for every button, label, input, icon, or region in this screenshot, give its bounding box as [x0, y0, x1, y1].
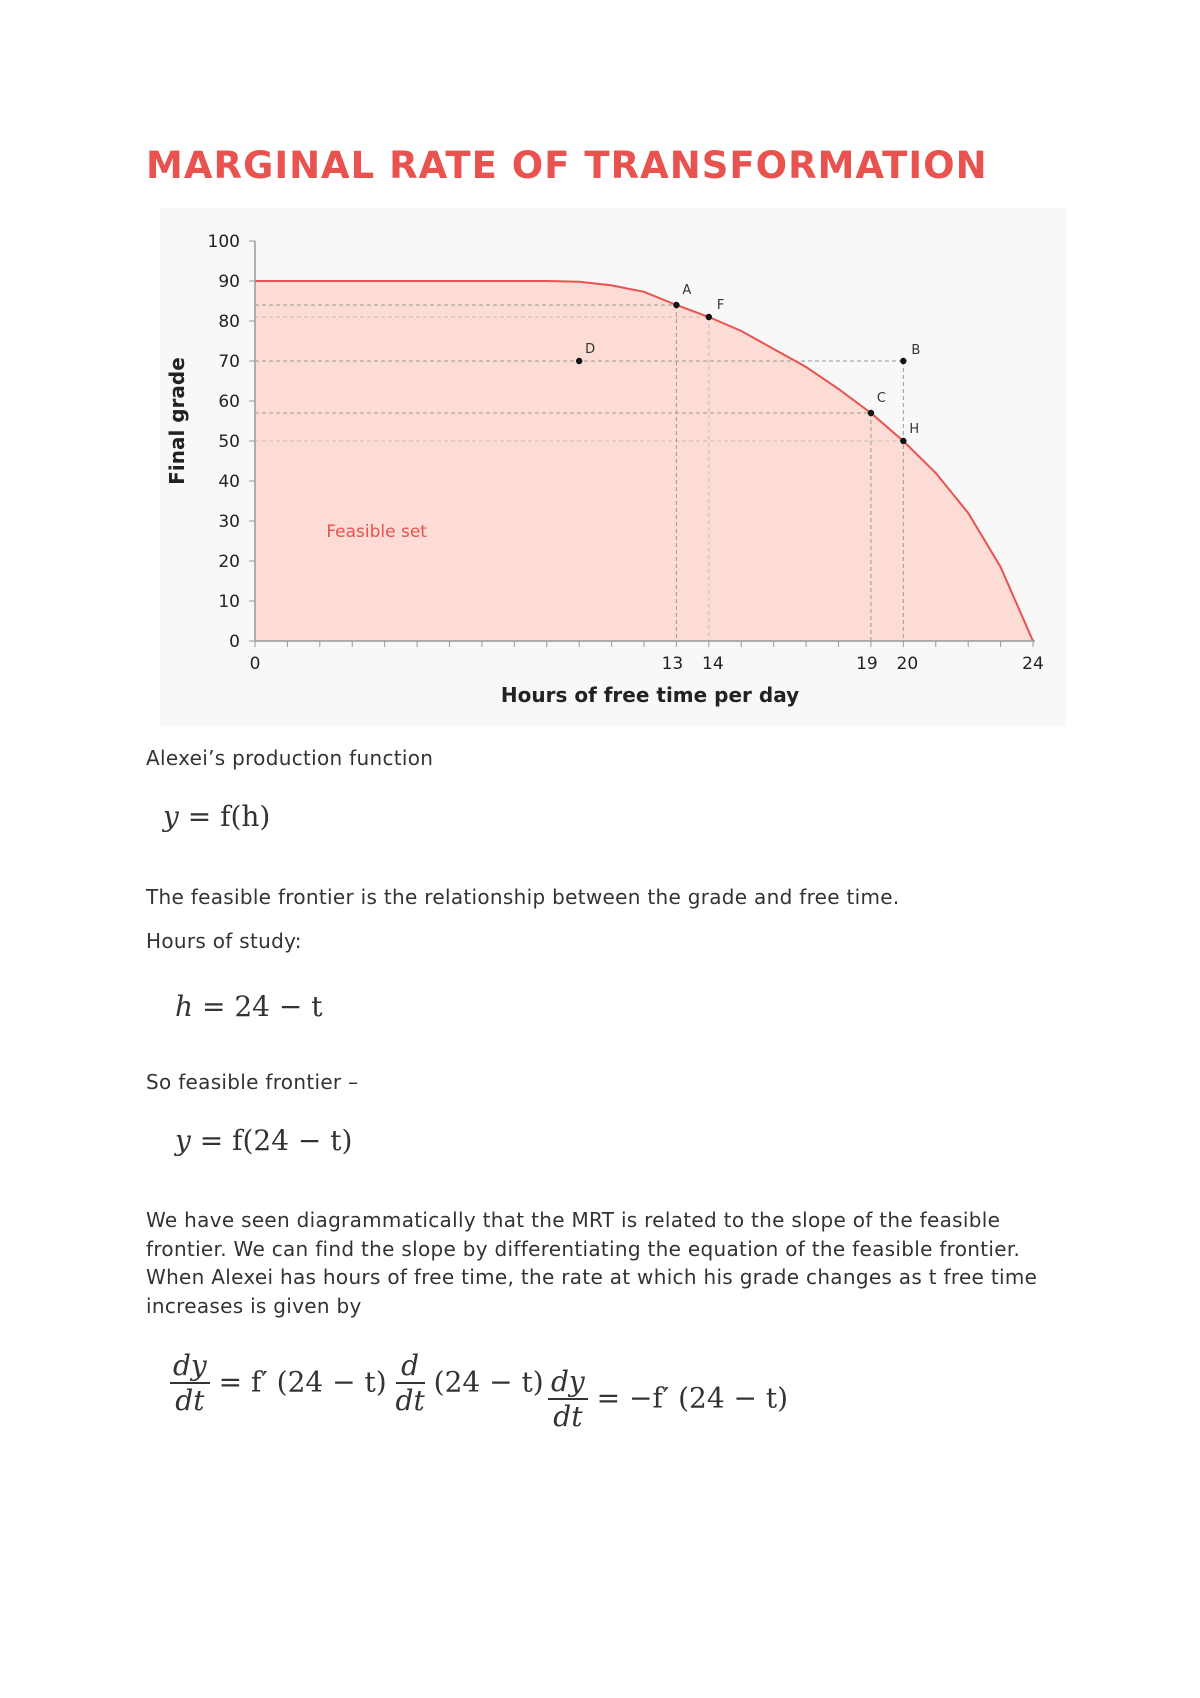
- eq4-numerator: dy: [170, 1350, 210, 1384]
- text-feasible-frontier: The feasible frontier is the relationship between the grade and free time.: [146, 885, 900, 909]
- y-tick-label: 10: [218, 592, 240, 612]
- eq4-fraction-d-dt: [396, 1350, 425, 1418]
- ppf-chart: [160, 208, 1066, 726]
- x-tick-label: 13: [661, 654, 684, 674]
- y-tick-label: 20: [218, 552, 240, 572]
- eq4-fraction-dy-dt: [170, 1350, 210, 1418]
- text-mrt-explanation: We have seen diagrammatically that the MRT is related to the slope of the feasible frontier. We can find the slope by differentiating the equation of the feasible frontier. When Alexei has hours of free time, the rate at which his grade changes as t free time increases is given by: [146, 1208, 1038, 1318]
- eq4-d-numerator: d: [396, 1350, 425, 1384]
- point-label-d: D: [585, 342, 596, 357]
- feasible-set-area: [255, 281, 1033, 641]
- eq2-h: h: [175, 990, 194, 1023]
- feasible-set-label: Feasible set: [326, 522, 427, 542]
- point-d: [576, 358, 582, 364]
- point-label-f: F: [716, 298, 725, 313]
- y-tick-label: 90: [218, 272, 240, 292]
- x-tick-label: 20: [896, 654, 919, 674]
- eq5-fraction-dy-dt: [548, 1366, 588, 1434]
- x-tick-label: 14: [702, 654, 724, 674]
- eq5-denominator: dt: [553, 1400, 583, 1433]
- equation-derivative-chain-rule: [170, 1350, 544, 1418]
- point-label-h: H: [909, 422, 920, 437]
- equation-hours-of-study: [175, 990, 322, 1023]
- point-label-b: B: [911, 343, 921, 358]
- y-tick-label: 80: [218, 312, 240, 332]
- eq5-numerator: dy: [548, 1366, 588, 1400]
- text-production-function: Alexei’s production function: [146, 746, 434, 770]
- x-axis-label: Hours of free time per day: [500, 683, 800, 707]
- y-tick-label: 70: [218, 352, 240, 372]
- equation-production-function: [163, 800, 270, 833]
- eq4-middle: = f′ (24 − t): [218, 1365, 387, 1399]
- page-title: MARGINAL RATE OF TRANSFORMATION: [146, 144, 988, 187]
- y-tick-label: 60: [218, 392, 240, 412]
- equation-derivative-result: [548, 1366, 788, 1434]
- x-tick-label: 0: [249, 654, 261, 674]
- text-so-feasible-frontier: So feasible frontier –: [146, 1070, 359, 1094]
- x-tick-label: 19: [856, 654, 878, 674]
- y-tick-label: 50: [218, 432, 240, 452]
- eq2-rhs: = 24 − t: [201, 990, 323, 1023]
- y-tick-label: 100: [207, 232, 240, 252]
- ppf-chart-svg: [160, 208, 1066, 726]
- eq4-denominator: dt: [175, 1384, 205, 1417]
- y-tick-label: 0: [229, 632, 240, 652]
- eq1-y: y: [163, 800, 179, 833]
- text-hours-of-study: Hours of study:: [146, 929, 302, 953]
- point-b: [900, 358, 906, 364]
- point-f: [706, 314, 712, 320]
- point-label-a: A: [682, 283, 692, 298]
- point-c: [868, 410, 874, 416]
- point-h: [900, 438, 906, 444]
- eq4-d-denominator: dt: [395, 1384, 425, 1417]
- y-tick-label: 40: [218, 472, 240, 492]
- x-tick-label: 24: [1022, 654, 1044, 674]
- eq3-y: y: [175, 1124, 191, 1157]
- equation-feasible-frontier: [175, 1124, 352, 1157]
- eq1-rhs: = f(h): [187, 800, 271, 833]
- point-label-c: C: [876, 391, 886, 406]
- y-axis-label: Final grade: [165, 357, 189, 485]
- y-tick-label: 30: [218, 512, 240, 532]
- eq4-tail: (24 − t): [433, 1365, 544, 1399]
- eq3-rhs: = f(24 − t): [199, 1124, 353, 1157]
- point-a: [673, 302, 679, 308]
- eq5-rhs: = −f′ (24 − t): [596, 1381, 789, 1415]
